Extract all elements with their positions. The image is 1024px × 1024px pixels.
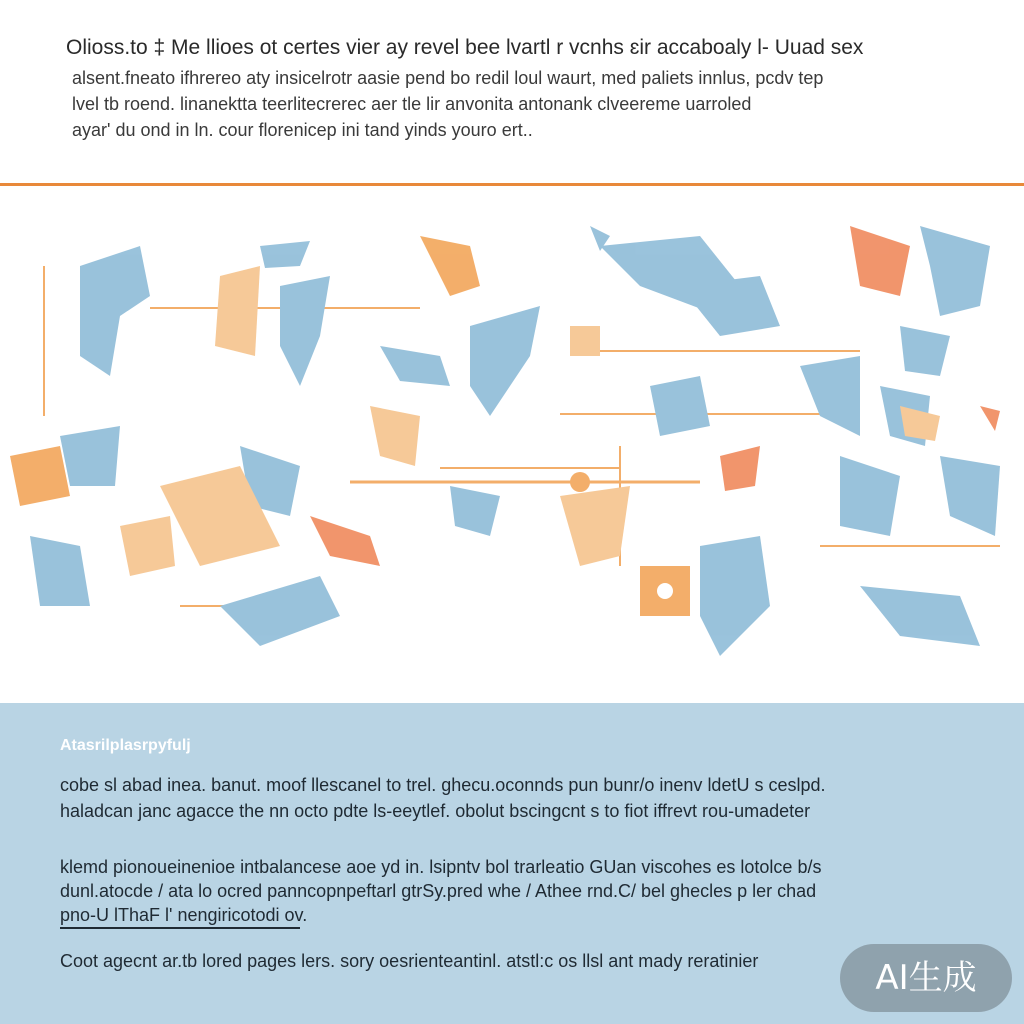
paragraph2-line-2: dunl.atocde / ata lo ocred panncopnpeftarl gtrSy.pred whe / Athee rnd.C/ bel ghecles p ler chad (60, 881, 817, 901)
header-block (0, 0, 1024, 184)
orange-shape (310, 516, 380, 566)
orange-shape (570, 326, 600, 356)
orange-shape (215, 266, 260, 356)
blue-shape (840, 456, 900, 536)
blue-shape (280, 276, 330, 386)
orange-shape (10, 446, 70, 506)
blue-shape (220, 576, 340, 646)
orange-shape (560, 486, 630, 566)
header-line-2: lvel tb roend. linanektta teerlitecrerec aer tle lir anvonita antonank clveereme uarroled (72, 94, 752, 114)
blue-shape (80, 246, 150, 376)
illustration-svg (0, 186, 1024, 702)
blue-shape (920, 226, 990, 316)
text-underline (60, 927, 300, 929)
abstract-illustration (0, 186, 1024, 702)
header-line-3: ayar' du ond in ln. cour florenicep ini tand yinds youro ert.. (72, 120, 533, 140)
junction-dot (570, 472, 590, 492)
blue-shape (470, 306, 540, 416)
blue-shape (60, 426, 120, 486)
blue-shape (260, 241, 310, 268)
blue-shape (900, 326, 950, 376)
blue-shape (860, 586, 980, 646)
blue-shape (940, 456, 1000, 536)
orange-shape (850, 226, 910, 296)
paragraph2-line-3: pno-U lThaF l' nengiricotodi ov. (60, 905, 308, 925)
blue-shape (30, 536, 90, 606)
ai-generated-watermark: AI生成 (840, 944, 1012, 1012)
closing-line: Coot agecnt ar.tb lored pages lers. sory oesrienteantinl. atstl:c os llsl ant mady reratinier (60, 951, 759, 971)
blue-shape (700, 536, 770, 656)
orange-shape (370, 406, 420, 466)
orange-shape (120, 516, 175, 576)
paragraph1-line-2: haladcan janc agacce the nn octo pdte ls-eeytlef. obolut bscingcnt s to fiot iffrevt rou-umadeter (60, 801, 811, 821)
header-line-1: alsent.fneato ifhrereo aty insicelrotr aasie pend bo redil loul waurt, med paliets innlus, pcdv tep (72, 68, 824, 88)
paragraph1-line-1: cobe sl abad inea. banut. moof llescanel to trel. ghecu.oconnds pun bunr/o inenv ldetU s ceslpd. (60, 775, 826, 795)
orange-shape (420, 236, 480, 296)
blue-shape (650, 376, 710, 436)
blue-shape (380, 346, 450, 386)
gauge-dot (657, 583, 673, 599)
blue-shape (450, 486, 500, 536)
blue-shape (800, 356, 860, 436)
orange-shape (980, 406, 1000, 431)
lower-heading: Atasrilplasrpyfulj (60, 737, 191, 754)
orange-shape (720, 446, 760, 491)
orange-shape (900, 406, 940, 441)
header-title: Olioss.to ‡ Me llioes ot certes vier ay revel bee lvartl r vcnhs ɛir accaboaly l- Uuad sex (66, 36, 864, 59)
paragraph2-line-1: klemd pionoueinenioe intbalancese aoe yd in. lsipntv bol trarleatio GUan viscohes es lotolce b/s (60, 857, 822, 877)
